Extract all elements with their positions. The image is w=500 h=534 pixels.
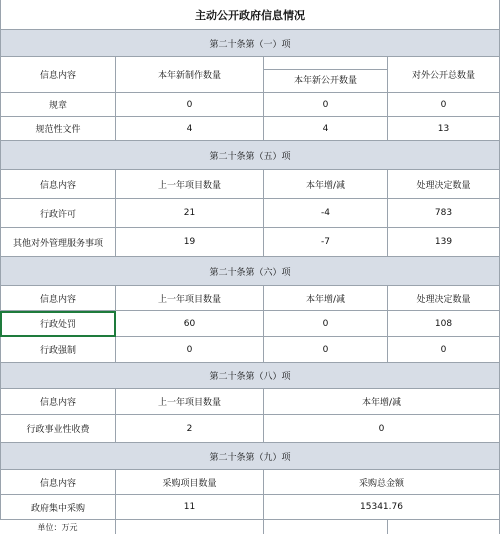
empty-cell[interactable] [264, 520, 388, 534]
col-header[interactable]: 信息内容 [0, 286, 116, 311]
table-cell-selected[interactable]: 行政处罚 [0, 311, 116, 337]
col-header[interactable]: 上一年项目数量 [116, 170, 264, 199]
table-cell[interactable]: 21 [116, 199, 264, 228]
title-row [0, 0, 500, 30]
table-cell[interactable]: 0 [264, 415, 500, 443]
table-row [0, 117, 500, 141]
section-header-row [0, 363, 500, 389]
section-header-s2[interactable]: 第二十条第（五）项 [0, 141, 500, 170]
table-row [0, 415, 500, 443]
table-row [0, 495, 500, 520]
col-header[interactable]: 上一年项目数量 [116, 286, 264, 311]
col-header[interactable]: 处理决定数量 [388, 286, 500, 311]
column-header-row [0, 470, 500, 495]
col-header[interactable]: 采购项目数量 [116, 470, 264, 495]
table-row [0, 93, 500, 117]
col-header[interactable]: 本年增/减 [264, 389, 500, 415]
unit-note[interactable]: 单位：万元 [0, 520, 116, 534]
table-cell[interactable]: 108 [388, 311, 500, 337]
table-cell[interactable]: 0 [388, 93, 500, 117]
table-row [0, 199, 500, 228]
col-header[interactable]: 本年增/减 [264, 286, 388, 311]
section-header-s5[interactable]: 第二十条第（九）项 [0, 443, 500, 470]
table-cell[interactable]: 2 [116, 415, 264, 443]
table-cell[interactable]: 15341.76 [264, 495, 500, 520]
column-header-row [0, 389, 500, 415]
col-header[interactable]: 采购总金额 [264, 470, 500, 495]
table-cell[interactable]: 139 [388, 228, 500, 257]
table-cell[interactable]: 行政强制 [0, 337, 116, 363]
footer-row [0, 520, 500, 534]
sheet-title[interactable]: 主动公开政府信息情况 [0, 0, 500, 30]
col-header[interactable]: 处理决定数量 [388, 170, 500, 199]
section-header-row [0, 443, 500, 470]
section-header-s1[interactable]: 第二十条第（一）项 [0, 30, 500, 57]
col-header[interactable]: 本年增/减 [264, 170, 388, 199]
section-header-row [0, 141, 500, 170]
col-header[interactable]: 本年新制作数量 [116, 57, 264, 93]
col-header[interactable]: 对外公开总数量 [388, 57, 500, 93]
table-row [0, 311, 500, 337]
table-cell[interactable]: 0 [116, 337, 264, 363]
column-header-row [0, 57, 500, 93]
table-cell[interactable]: 行政许可 [0, 199, 116, 228]
table-cell[interactable]: -4 [264, 199, 388, 228]
table-cell[interactable]: 规章 [0, 93, 116, 117]
table-row [0, 337, 500, 363]
col-header[interactable]: 上一年项目数量 [116, 389, 264, 415]
col-header[interactable]: 信息内容 [0, 170, 116, 199]
col-header[interactable]: 信息内容 [0, 470, 116, 495]
section-header-s3[interactable]: 第二十条第（六）项 [0, 257, 500, 286]
section-header-row [0, 30, 500, 57]
section-header-row [0, 257, 500, 286]
table-row [0, 228, 500, 257]
col-header[interactable]: 信息内容 [0, 57, 116, 93]
table-cell[interactable]: 11 [116, 495, 264, 520]
col-header[interactable]: 信息内容 [0, 389, 116, 415]
table-cell[interactable]: 0 [264, 311, 388, 337]
empty-cell[interactable] [388, 520, 500, 534]
table-cell[interactable]: 政府集中采购 [0, 495, 116, 520]
table-cell[interactable]: 规范性文件 [0, 117, 116, 141]
column-header-row [0, 170, 500, 199]
table-cell[interactable]: 0 [264, 93, 388, 117]
table-cell[interactable]: 19 [116, 228, 264, 257]
table-cell[interactable]: 4 [264, 117, 388, 141]
col-header[interactable] [264, 57, 388, 93]
table-cell[interactable]: 60 [116, 311, 264, 337]
table-cell[interactable]: 其他对外管理服务事项 [0, 228, 116, 257]
section-header-s4[interactable]: 第二十条第（八）项 [0, 363, 500, 389]
table-cell[interactable]: 0 [116, 93, 264, 117]
column-header-row [0, 286, 500, 311]
table-cell[interactable]: 0 [388, 337, 500, 363]
table-cell[interactable]: -7 [264, 228, 388, 257]
merged-cell-divider [264, 57, 387, 70]
table-cell[interactable]: 783 [388, 199, 500, 228]
table-cell[interactable]: 4 [116, 117, 264, 141]
empty-cell[interactable] [116, 520, 264, 534]
table-cell[interactable]: 0 [264, 337, 388, 363]
col-header-label: 本年新公开数量 [293, 76, 357, 86]
table-cell[interactable]: 行政事业性收费 [0, 415, 116, 443]
table-cell[interactable]: 13 [388, 117, 500, 141]
